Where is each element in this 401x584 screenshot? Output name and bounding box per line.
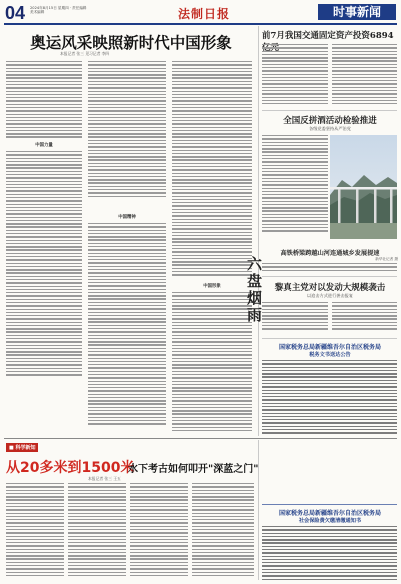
lead-col-2 <box>88 61 166 197</box>
bottom-column-divider <box>258 440 259 580</box>
lead-col-3 <box>172 61 252 276</box>
notice-2-subtitle: 社会保险费欠缴清缴通知书 <box>298 518 362 524</box>
photo-caption: 新华社记者 摄 <box>375 257 398 261</box>
article-title-investment: 前7月我国交通固定资产投资6894 <box>262 31 394 41</box>
page-number: 04 <box>5 3 26 23</box>
vertical-column-title: 六盘烟雨 <box>245 256 263 324</box>
right-divider-2 <box>262 276 397 277</box>
lead-headline: 奥运风采映照新时代中国形象 <box>30 33 232 52</box>
article-investment-body-2 <box>332 44 397 104</box>
article-subtitle-attack: 以追击方式进行袭击报复 <box>306 293 354 298</box>
bottom-col-2 <box>68 483 126 576</box>
photo-title: 高铁桥梁跨越山河连通城乡发展提速 <box>280 250 380 257</box>
bottom-col-4 <box>192 483 254 576</box>
lead-col-1b <box>6 151 82 376</box>
bottom-col-3 <box>130 483 188 576</box>
notice-2-rule <box>262 504 397 505</box>
right-divider-1 <box>262 110 397 111</box>
article-investment-body <box>262 44 328 104</box>
lead-subhead-1: 中国力量 <box>35 143 53 148</box>
lead-col-2b <box>88 223 166 425</box>
notice-2-body <box>262 526 397 580</box>
section-label: 时事新闻 <box>318 4 396 20</box>
section-badge: ■ 科学新知 <box>6 443 38 452</box>
article-campaign-body <box>262 135 328 232</box>
photo-caption-body <box>262 263 397 271</box>
lead-col-3b <box>172 292 252 431</box>
article-attack-body-2 <box>332 302 397 330</box>
article-subtitle-campaign: 各级党委坚持从严治党 <box>309 126 351 131</box>
article-attack-body <box>262 302 328 330</box>
right-divider-3 <box>262 338 397 339</box>
newspaper-logo: 法制日报 <box>178 7 231 21</box>
lead-subhead-2: 中国精神 <box>118 215 136 220</box>
bottom-subheadline: 水下考古如何叩开"深蓝之门" <box>128 464 259 475</box>
notice-1-body <box>262 360 397 434</box>
notice-1-subtitle: 税务文书送达公告 <box>309 352 351 358</box>
bridge-photo <box>330 135 397 239</box>
section-divider <box>4 438 397 439</box>
column-divider <box>258 26 259 436</box>
article-title-campaign: 全国反拼酒活动检验推进 <box>283 116 377 126</box>
lead-subhead-3: 中国形象 <box>203 284 221 289</box>
lead-col-1 <box>6 61 82 138</box>
notice-1-title: 国家税务总局新疆维吾尔自治区税务局 <box>278 344 381 351</box>
bottom-col-1 <box>6 483 64 576</box>
lead-byline: 本报记者 张三 见习记者 李四 <box>60 51 110 56</box>
header-rule <box>4 23 397 25</box>
bottom-byline: 本报记者 张三 王五 <box>88 476 121 481</box>
bottom-headline: 从20多米到1500米 <box>6 460 135 476</box>
notice-2-title: 国家税务总局新疆维吾尔自治区税务局 <box>278 510 381 517</box>
issue-date: 2024年8月15日 星期四 · 责任编辑 美术编辑 <box>30 6 87 15</box>
article-title-attack: 黎真主党对以发动大规模袭击 <box>274 283 386 293</box>
